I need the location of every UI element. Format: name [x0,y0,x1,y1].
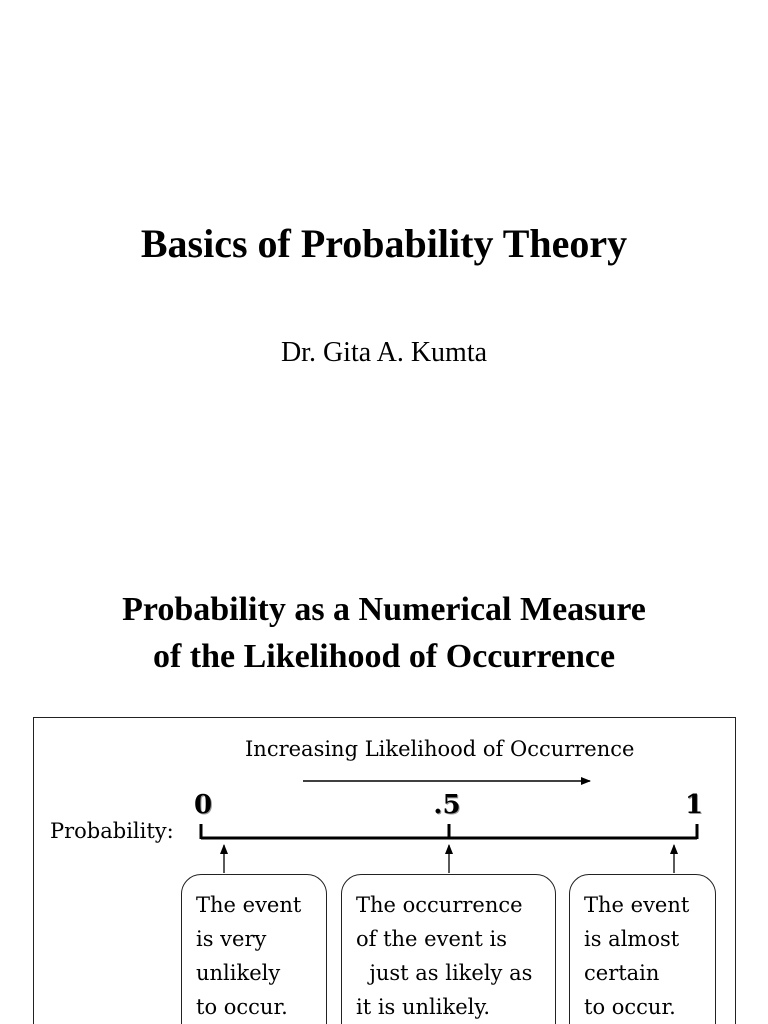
probability-axis-label: Probability: [50,819,174,843]
description-line: The event [584,893,690,917]
description-line: certain [584,961,660,985]
description-line: is almost [584,927,680,951]
description-box-unlikely [181,874,327,1024]
section-title [0,586,768,680]
tick-label-half: .5 [433,790,461,820]
description-box-even [341,874,556,1024]
page-title: Basics of Probability Theory [140,221,628,266]
description-line: to occur. [196,995,288,1019]
description-line: unlikely [196,961,281,985]
description-line: The event [196,893,302,917]
description-box-certain [569,874,716,1024]
description-line: to occur. [584,995,676,1019]
tick-label-0: 0 [193,790,213,820]
author-name: Dr. Gita A. Kumta [280,337,488,368]
section-title-line-1: Probability as a Numerical Measure [122,591,646,628]
description-line: just as likely as [356,961,533,985]
description-line: The occurrence [356,893,523,917]
description-line: is very [196,927,267,951]
increasing-likelihood-label: Increasing Likelihood of Occurrence [245,737,635,761]
description-line: it is unlikely. [356,995,491,1019]
section-title-line-2: of the Likelihood of Occurrence [152,638,616,675]
description-line: of the event is [356,927,508,951]
tick-label-1: 1 [684,790,704,820]
